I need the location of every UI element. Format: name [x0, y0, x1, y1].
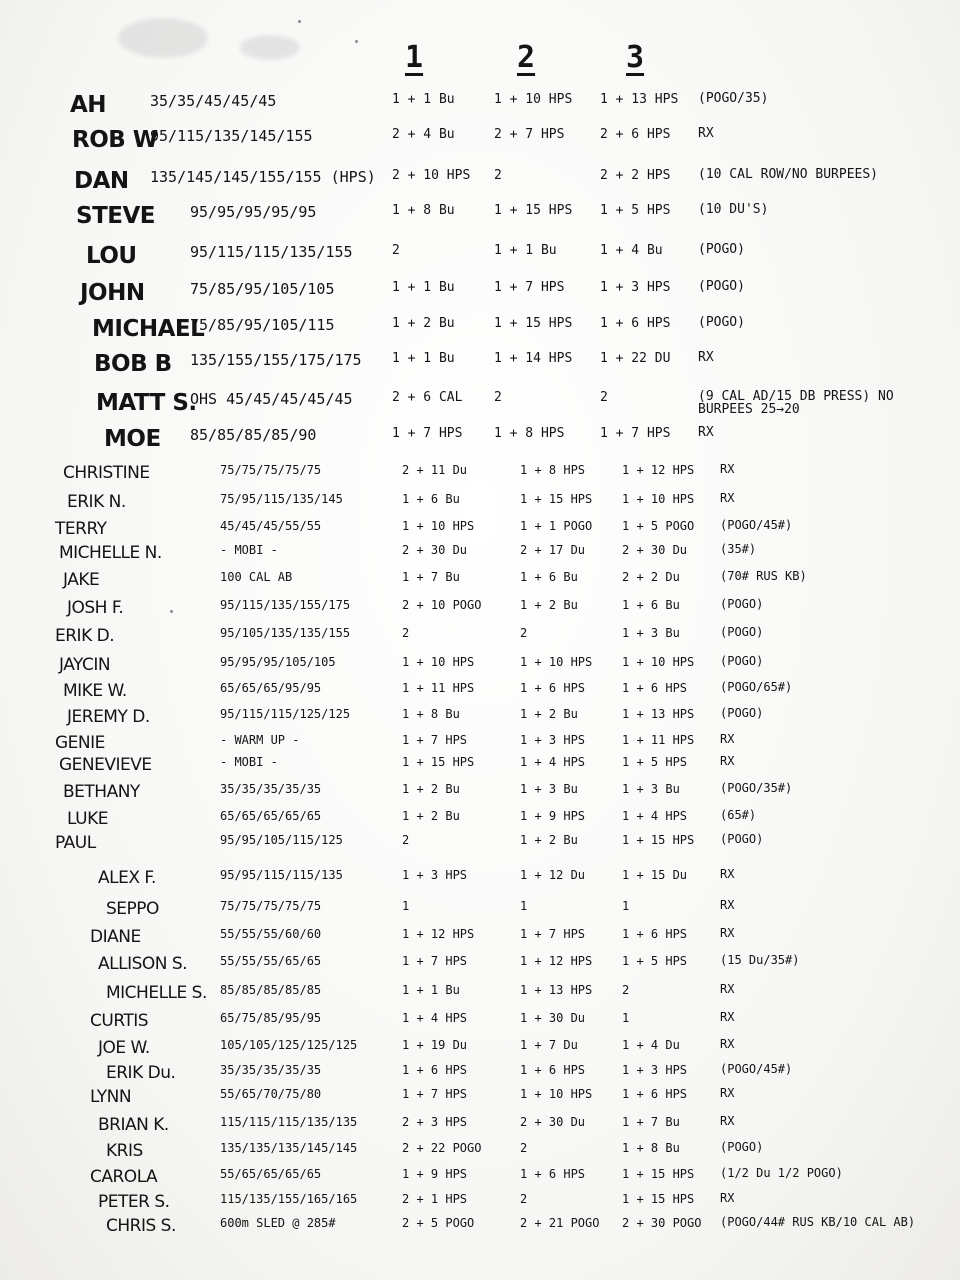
- round-2-score: 1: [520, 899, 528, 913]
- athlete-name: JAYCIN: [59, 655, 111, 675]
- lift-weights: 115/135/155/165/165: [220, 1192, 358, 1206]
- athlete-name: JOE W.: [98, 1038, 150, 1058]
- round-3-score: 1 + 15 HPS: [622, 1167, 695, 1181]
- table-row: [0, 626, 960, 650]
- round-1-score: 1 + 3 HPS: [402, 868, 468, 882]
- round-2-score: 2: [520, 626, 528, 640]
- lift-weights: 95/95/105/115/125: [220, 833, 343, 847]
- round-2-score: 1 + 10 HPS: [520, 655, 593, 669]
- table-row: [0, 463, 960, 487]
- scaling-note: (POGO/44# RUS KB/10 CAL AB): [720, 1215, 916, 1229]
- round-2-score: 1 + 9 HPS: [520, 809, 586, 823]
- round-1-score: 1 + 2 Bu: [402, 782, 460, 796]
- round-1-score: 1 + 10 HPS: [402, 655, 475, 669]
- scaling-note: (POGO): [720, 597, 764, 611]
- eraser-smudge: [118, 18, 208, 58]
- round-1-score: 1 + 1 Bu: [392, 351, 455, 366]
- scaling-note: RX: [720, 867, 735, 881]
- round-2-score: 2: [520, 1141, 528, 1155]
- round-2-score: 1 + 2 Bu: [520, 707, 578, 721]
- athlete-name: BOB B: [94, 351, 172, 377]
- round-3-score: 1 + 10 HPS: [622, 655, 695, 669]
- round-2-score: 1 + 6 HPS: [520, 681, 586, 695]
- lift-weights: 95/95/95/105/105: [220, 655, 336, 669]
- table-row: [0, 782, 960, 806]
- lift-weights: 95/95/115/115/135: [220, 868, 343, 882]
- lift-weights: 55/65/65/65/65: [220, 1167, 322, 1181]
- scaling-note: (POGO): [720, 832, 764, 846]
- round-2-score: 1 + 7 HPS: [494, 280, 565, 295]
- athlete-name: GENEVIEVE: [59, 755, 152, 775]
- table-row: [0, 316, 960, 340]
- marker-speck: [298, 20, 301, 23]
- athlete-name: MIKE W.: [63, 681, 127, 701]
- scaling-note: (POGO): [720, 625, 764, 639]
- lift-weights: 75/75/75/75/75: [220, 463, 322, 477]
- table-row: [0, 1087, 960, 1111]
- lift-weights: 95/115/115/135/155: [190, 243, 353, 261]
- round-1-score: 2: [402, 626, 410, 640]
- athlete-name: BRIAN K.: [98, 1115, 169, 1135]
- scaling-note: (POGO): [698, 315, 745, 330]
- table-row: [0, 280, 960, 304]
- round-1-score: 1 + 7 Bu: [402, 570, 460, 584]
- round-2-score: 1 + 14 HPS: [494, 351, 573, 366]
- table-row: [0, 598, 960, 622]
- scaling-note: (POGO): [720, 1140, 764, 1154]
- lift-weights: 85/85/85/85/90: [190, 426, 317, 444]
- round-1-score: 1 + 6 Bu: [402, 492, 460, 506]
- lift-weights: 100 CAL AB: [220, 570, 293, 584]
- lift-weights: 55/55/55/60/60: [220, 927, 322, 941]
- round-1-score: 1 + 19 Du: [402, 1038, 468, 1052]
- round-3-score: 2 + 2 Du: [622, 570, 680, 584]
- column-header-3: 3: [626, 40, 645, 75]
- lift-weights: - MOBI -: [220, 543, 278, 557]
- athlete-name: JAKE: [63, 570, 100, 590]
- round-2-score: 1 + 7 HPS: [520, 927, 586, 941]
- round-3-score: 1 + 6 HPS: [622, 927, 688, 941]
- scaling-note: (POGO/65#): [720, 680, 793, 694]
- round-1-score: 2 + 11 Du: [402, 463, 468, 477]
- athlete-name: ERIK N.: [67, 492, 126, 512]
- round-2-score: 1 + 30 Du: [520, 1011, 586, 1025]
- round-2-score: 1 + 15 HPS: [494, 316, 573, 331]
- round-2-score: 2 + 21 POGO: [520, 1216, 600, 1230]
- athlete-name: DAN: [74, 168, 129, 194]
- scaling-note: (POGO/45#): [720, 518, 793, 532]
- round-3-score: 1 + 5 POGO: [622, 519, 695, 533]
- table-row: [0, 1063, 960, 1087]
- table-row: [0, 519, 960, 543]
- round-2-score: 1 + 12 Du: [520, 868, 586, 882]
- table-row: [0, 543, 960, 567]
- round-1-score: 2 + 5 POGO: [402, 1216, 475, 1230]
- eraser-smudge: [240, 35, 300, 60]
- lift-weights: 105/105/125/125/125: [220, 1038, 358, 1052]
- athlete-name: MICHAEL: [92, 316, 205, 342]
- table-row: [0, 168, 960, 192]
- round-3-score: 1 + 7 HPS: [600, 426, 671, 441]
- table-row: [0, 1011, 960, 1035]
- scaling-note: RX: [720, 1114, 735, 1128]
- table-row: [0, 681, 960, 705]
- round-1-score: 2 + 10 POGO: [402, 598, 482, 612]
- round-2-score: 1 + 8 HPS: [494, 426, 565, 441]
- table-row: [0, 492, 960, 516]
- round-1-score: 2 + 10 HPS: [392, 168, 471, 183]
- athlete-name: MICHELLE N.: [59, 543, 162, 563]
- table-row: [0, 1141, 960, 1165]
- table-row: [0, 707, 960, 731]
- round-2-score: 2 + 7 HPS: [494, 127, 565, 142]
- lift-weights: 65/65/65/65/65: [220, 809, 322, 823]
- scaling-note: (10 CAL ROW/NO BURPEES): [698, 167, 879, 182]
- round-2-score: 1 + 6 HPS: [520, 1167, 586, 1181]
- round-3-score: 1 + 3 HPS: [600, 280, 671, 295]
- table-row: [0, 1216, 960, 1240]
- athlete-name: LUKE: [67, 809, 108, 829]
- scaling-note: RX: [720, 732, 735, 746]
- scaling-note: (POGO): [720, 654, 764, 668]
- athlete-name: ERIK D.: [55, 626, 115, 646]
- lift-weights: 135/135/135/145/145: [220, 1141, 358, 1155]
- table-row: [0, 927, 960, 951]
- lift-weights: 75/75/75/75/75: [220, 899, 322, 913]
- scaling-note: RX: [720, 462, 735, 476]
- round-2-score: 1 + 1 POGO: [520, 519, 593, 533]
- table-row: [0, 243, 960, 267]
- lift-weights: 135/155/155/175/175: [190, 351, 362, 369]
- round-1-score: 1 + 12 HPS: [402, 927, 475, 941]
- scaling-note: (9 CAL AD/15 DB PRESS) NO BURPEES 25→20: [698, 389, 894, 417]
- athlete-name: CURTIS: [90, 1011, 149, 1031]
- scaling-note: (POGO): [698, 279, 745, 294]
- round-2-score: 1 + 15 HPS: [494, 203, 573, 218]
- round-2-score: 2: [494, 168, 502, 183]
- table-row: [0, 809, 960, 833]
- scaling-note: RX: [720, 898, 735, 912]
- round-1-score: 1 + 7 HPS: [402, 954, 468, 968]
- athlete-name: KRIS: [106, 1141, 143, 1161]
- scaling-note: (65#): [720, 808, 757, 822]
- round-3-score: 1 + 12 HPS: [622, 463, 695, 477]
- round-2-score: 1 + 2 Bu: [520, 598, 578, 612]
- round-3-score: 2 + 6 HPS: [600, 127, 671, 142]
- round-1-score: 1 + 8 Bu: [402, 707, 460, 721]
- table-row: [0, 899, 960, 923]
- round-3-score: 1 + 11 HPS: [622, 733, 695, 747]
- round-3-score: 1 + 5 HPS: [622, 755, 688, 769]
- lift-weights: 65/65/65/95/95: [220, 681, 322, 695]
- round-3-score: 2 + 2 HPS: [600, 168, 671, 183]
- lift-weights: 95/115/135/155/175: [220, 598, 351, 612]
- round-3-score: 1 + 6 HPS: [600, 316, 671, 331]
- round-1-score: 1 + 7 HPS: [402, 1087, 468, 1101]
- round-3-score: 1: [622, 899, 630, 913]
- round-1-score: 1 + 8 Bu: [392, 203, 455, 218]
- round-1-score: 2 + 3 HPS: [402, 1115, 468, 1129]
- athlete-name: JEREMY D.: [67, 707, 150, 727]
- round-1-score: 2: [392, 243, 400, 258]
- athlete-name: LYNN: [90, 1087, 132, 1107]
- athlete-name: DIANE: [90, 927, 141, 947]
- lift-weights: 75/85/95/105/105: [190, 280, 335, 298]
- round-1-score: 1 + 9 HPS: [402, 1167, 468, 1181]
- round-1-score: 1 + 7 HPS: [402, 733, 468, 747]
- table-row: [0, 389, 960, 417]
- round-3-score: 1 + 13 HPS: [600, 92, 679, 107]
- round-3-score: 1 + 13 HPS: [622, 707, 695, 721]
- scaling-note: RX: [720, 982, 735, 996]
- lift-weights: 95/115/115/125/125: [220, 707, 351, 721]
- round-3-score: 1: [622, 1011, 630, 1025]
- round-3-score: 1 + 4 Bu: [600, 243, 663, 258]
- scaling-note: (POGO/45#): [720, 1062, 793, 1076]
- table-row: [0, 203, 960, 227]
- table-row: [0, 92, 960, 116]
- table-row: [0, 733, 960, 757]
- lift-weights: 45/45/45/55/55: [220, 519, 322, 533]
- scaling-note: RX: [720, 1086, 735, 1100]
- round-2-score: 1 + 8 HPS: [520, 463, 586, 477]
- athlete-name: LOU: [86, 243, 137, 269]
- athlete-name: CHRIS S.: [106, 1216, 176, 1236]
- table-row: [0, 127, 960, 151]
- scaling-note: (POGO): [720, 706, 764, 720]
- round-3-score: 1 + 4 HPS: [622, 809, 688, 823]
- round-2-score: 1 + 2 Bu: [520, 833, 578, 847]
- scaling-note: (POGO/35): [698, 91, 769, 106]
- round-3-score: 1 + 15 HPS: [622, 833, 695, 847]
- round-3-score: 1 + 15 HPS: [622, 1192, 695, 1206]
- lift-weights: 35/35/35/35/35: [220, 1063, 322, 1077]
- lift-weights: 75/95/115/135/145: [220, 492, 343, 506]
- scaling-note: (70# RUS KB): [720, 569, 807, 583]
- table-row: [0, 570, 960, 594]
- lift-weights: 85/85/85/85/85: [220, 983, 322, 997]
- athlete-name: SEPPO: [106, 899, 159, 919]
- marker-speck: [355, 40, 358, 43]
- athlete-name: MATT S.: [96, 390, 197, 416]
- lift-weights: 135/145/145/155/155 (HPS): [150, 168, 376, 186]
- table-row: [0, 868, 960, 892]
- athlete-name: AH: [70, 92, 107, 118]
- round-3-score: 1 + 10 HPS: [622, 492, 695, 506]
- round-3-score: 1 + 3 Bu: [622, 626, 680, 640]
- table-row: [0, 1038, 960, 1062]
- round-2-score: 1 + 6 Bu: [520, 570, 578, 584]
- round-2-score: 1 + 15 HPS: [520, 492, 593, 506]
- round-3-score: 2 + 30 Du: [622, 543, 688, 557]
- athlete-name: JOHN: [80, 280, 145, 306]
- round-1-score: 2 + 22 POGO: [402, 1141, 482, 1155]
- round-1-score: 1 + 2 Bu: [392, 316, 455, 331]
- scaling-note: (10 DU'S): [698, 202, 769, 217]
- lift-weights: OHS 45/45/45/45/45: [190, 390, 353, 408]
- round-3-score: 1 + 6 HPS: [622, 681, 688, 695]
- round-1-score: 1 + 15 HPS: [402, 755, 475, 769]
- round-2-score: 1 + 12 HPS: [520, 954, 593, 968]
- round-3-score: 1 + 22 DU: [600, 351, 671, 366]
- round-1-score: 1 + 1 Bu: [402, 983, 460, 997]
- round-3-score: 2 + 30 POGO: [622, 1216, 702, 1230]
- round-1-score: 1 + 1 Bu: [392, 92, 455, 107]
- round-2-score: 1 + 10 HPS: [520, 1087, 593, 1101]
- round-3-score: 1 + 5 HPS: [622, 954, 688, 968]
- athlete-name: ROB W: [72, 127, 158, 153]
- round-3-score: 1 + 3 HPS: [622, 1063, 688, 1077]
- round-3-score: 1 + 6 Bu: [622, 598, 680, 612]
- lift-weights: 55/55/55/65/65: [220, 954, 322, 968]
- athlete-name: CAROLA: [90, 1167, 158, 1187]
- athlete-name: MOE: [104, 426, 161, 452]
- round-2-score: 2 + 30 Du: [520, 1115, 586, 1129]
- athlete-name: MICHELLE S.: [106, 983, 207, 1003]
- round-3-score: 1 + 6 HPS: [622, 1087, 688, 1101]
- round-2-score: 1 + 3 Bu: [520, 782, 578, 796]
- athlete-name: BETHANY: [63, 782, 140, 802]
- scaling-note: (POGO): [698, 242, 745, 257]
- scaling-note: RX: [698, 350, 714, 365]
- round-3-score: 2: [600, 390, 608, 405]
- round-3-score: 1 + 4 Du: [622, 1038, 680, 1052]
- athlete-name: ALLISON S.: [98, 954, 188, 974]
- round-2-score: 2 + 17 Du: [520, 543, 586, 557]
- round-2-score: 1 + 10 HPS: [494, 92, 573, 107]
- athlete-name: TERRY: [55, 519, 107, 539]
- round-1-score: 2 + 30 Du: [402, 543, 468, 557]
- table-row: [0, 755, 960, 779]
- table-row: [0, 833, 960, 857]
- round-3-score: 1 + 7 Bu: [622, 1115, 680, 1129]
- lift-weights: 35/35/45/45/45: [150, 92, 277, 110]
- scaling-note: RX: [720, 491, 735, 505]
- round-1-score: 1 + 2 Bu: [402, 809, 460, 823]
- table-row: [0, 1192, 960, 1216]
- round-2-score: 2: [494, 390, 502, 405]
- lift-weights: 115/115/115/135/135: [220, 1115, 358, 1129]
- athlete-name: CHRISTINE: [63, 463, 150, 483]
- round-1-score: 1 + 1 Bu: [392, 280, 455, 295]
- lift-weights: - MOBI -: [220, 755, 278, 769]
- lift-weights: - WARM UP -: [220, 733, 300, 747]
- scaling-note: (POGO/35#): [720, 781, 793, 795]
- round-1-score: 1 + 7 HPS: [392, 426, 463, 441]
- round-1-score: 1 + 10 HPS: [402, 519, 475, 533]
- scaling-note: RX: [720, 1010, 735, 1024]
- table-row: [0, 351, 960, 375]
- athlete-name: ERIK Du.: [106, 1063, 176, 1083]
- table-row: [0, 983, 960, 1007]
- lift-weights: 35/35/35/35/35: [220, 782, 322, 796]
- round-2-score: 1 + 4 HPS: [520, 755, 586, 769]
- round-2-score: 1 + 3 HPS: [520, 733, 586, 747]
- lift-weights: 75/85/95/105/115: [190, 316, 335, 334]
- table-row: [0, 1115, 960, 1139]
- scaling-note: (1/2 Du 1/2 POGO): [720, 1166, 843, 1180]
- table-row: [0, 426, 960, 450]
- column-header-2: 2: [517, 40, 536, 75]
- lift-weights: 65/75/85/95/95: [220, 1011, 322, 1025]
- round-1-score: 2 + 4 Bu: [392, 127, 455, 142]
- athlete-name: PETER S.: [98, 1192, 170, 1212]
- round-3-score: 1 + 8 Bu: [622, 1141, 680, 1155]
- athlete-name: STEVE: [76, 203, 155, 229]
- round-1-score: 1 + 11 HPS: [402, 681, 475, 695]
- round-1-score: 1 + 6 HPS: [402, 1063, 468, 1077]
- scaling-note: RX: [698, 126, 714, 141]
- scaling-note: RX: [720, 754, 735, 768]
- round-2-score: 1 + 7 Du: [520, 1038, 578, 1052]
- round-3-score: 2: [622, 983, 630, 997]
- lift-weights: 600m SLED @ 285#: [220, 1216, 336, 1230]
- round-2-score: 1 + 13 HPS: [520, 983, 593, 997]
- table-row: [0, 655, 960, 679]
- athlete-name: GENIE: [55, 733, 105, 753]
- lift-weights: 95/105/135/135/155: [220, 626, 351, 640]
- lift-weights: 55/65/70/75/80: [220, 1087, 322, 1101]
- table-row: [0, 1167, 960, 1191]
- round-1-score: 2: [402, 833, 410, 847]
- lift-weights: 95/115/135/145/155: [150, 127, 313, 145]
- round-3-score: 1 + 15 Du: [622, 868, 688, 882]
- scaling-note: (35#): [720, 542, 757, 556]
- column-header-1: 1: [405, 40, 424, 75]
- scaling-note: RX: [720, 1191, 735, 1205]
- round-2-score: 1 + 6 HPS: [520, 1063, 586, 1077]
- round-3-score: 1 + 5 HPS: [600, 203, 671, 218]
- athlete-name: ALEX F.: [98, 868, 156, 888]
- round-1-score: 2 + 1 HPS: [402, 1192, 468, 1206]
- athlete-name: JOSH F.: [67, 598, 124, 618]
- scaling-note: RX: [698, 425, 714, 440]
- round-2-score: 1 + 1 Bu: [494, 243, 557, 258]
- scaling-note: RX: [720, 926, 735, 940]
- scaling-note: RX: [720, 1037, 735, 1051]
- round-1-score: 1 + 4 HPS: [402, 1011, 468, 1025]
- round-2-score: 2: [520, 1192, 528, 1206]
- round-3-score: 1 + 3 Bu: [622, 782, 680, 796]
- round-1-score: 1: [402, 899, 410, 913]
- scaling-note: (15 Du/35#): [720, 953, 800, 967]
- athlete-name: PAUL: [55, 833, 96, 853]
- round-1-score: 2 + 6 CAL: [392, 390, 463, 405]
- lift-weights: 95/95/95/95/95: [190, 203, 317, 221]
- table-row: [0, 954, 960, 978]
